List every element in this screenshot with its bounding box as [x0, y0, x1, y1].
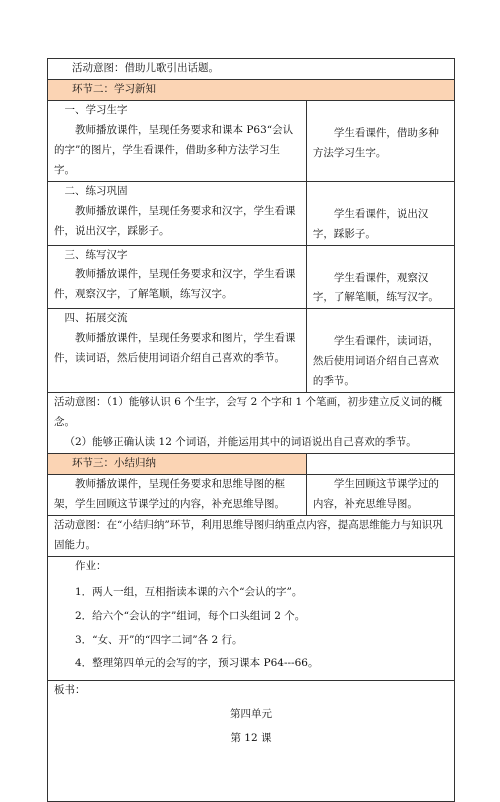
homework-item: 4．整理第四单元的会写的字，预习课本 P64---66。	[75, 657, 319, 670]
homework-item: 3．“女、开”的“四字二词”各 2 行。	[75, 633, 243, 646]
homework-label: 作业：	[75, 559, 107, 572]
section2-heading: 环节二：学习新知	[72, 82, 156, 95]
part2-title: 二、练习巩固	[64, 184, 128, 197]
homework-item: 2．给六个“会认的字”组词，每个口头组词 2 个。	[75, 609, 306, 622]
part2-teacher-text: 教师播放课件，呈现任务要求和汉字，学生看课件，说出汉字，踩影子。	[54, 204, 296, 237]
part1-student-text: 学生看课件，借助多种方法学习生字。	[312, 126, 439, 159]
section3-intent-text: 活动意图：在“小结归纳”环节，利用思维导图归纳重点内容，提高思维能力与知识巩固能力。	[54, 518, 443, 551]
part3-student-text: 学生看课件，观察汉字，了解笔顺，练写汉字。	[312, 271, 439, 304]
part2-student-text: 学生看课件，说出汉字，踩影子。	[312, 207, 429, 240]
part3-title: 三、练写汉字	[64, 248, 128, 261]
section2-intent-row	[48, 393, 455, 454]
section2-part4-row	[48, 309, 455, 393]
part3-teacher-text: 教师播放课件，呈现任务要求和汉字，学生看课件，观察汉字，了解笔顺，练写汉字。	[54, 268, 296, 301]
section3-content-row	[48, 474, 455, 515]
activity-intent-text: 活动意图：借助儿歌引出话题。	[72, 62, 219, 74]
board-unit-title: 第四单元	[230, 708, 272, 721]
section2-part1-row	[48, 100, 455, 181]
section3-heading: 环节三：小结归纳	[72, 457, 156, 469]
board-label: 板书：	[54, 684, 86, 697]
part4-student-text: 学生看课件，读词语，然后使用词语介绍自己喜欢的季节。	[312, 335, 439, 388]
section2-part3-row	[48, 245, 455, 309]
section2-header-row	[48, 79, 455, 100]
lesson-plan-page	[47, 58, 455, 802]
homework-item: 1．两人一组，互相指读本课的六个“会认的字”。	[75, 585, 303, 598]
board-lesson-title: 第 12 课	[230, 732, 272, 745]
section2-intent-line1: 活动意图：（1）能够认识 6 个生字，会写 2 个字和 1 个笔画，初步建立反义词的概念。	[54, 396, 442, 429]
section3-header-row	[48, 454, 455, 475]
intent-row-1	[48, 59, 455, 80]
part4-title: 四、拓展交流	[64, 312, 128, 325]
board-row	[48, 681, 455, 802]
lesson-plan-table	[47, 58, 455, 802]
homework-row	[48, 556, 455, 681]
section3-teacher-text: 教师播放课件，呈现任务要求和思维导图的框架，学生回顾这节课学过的内容，补充思维导图。	[54, 477, 285, 510]
part1-teacher-text: 教师播放课件，呈现任务要求和课本 P63“会认的字”的图片，学生看课件，借助多种方法学习生字。	[54, 123, 294, 176]
part4-teacher-text: 教师播放课件，呈现任务要求和图片，学生看课件，读词语，然后使用词语介绍自己喜欢的季节。	[54, 332, 296, 365]
part1-title: 一、学习生字	[64, 103, 128, 116]
section2-intent-line2: （2）能够正确认读 12 个词语，并能运用其中的词语说出自己喜欢的季节。	[64, 436, 417, 449]
section3-student-text: 学生回顾这节课学过的内容，补充思维导图。	[312, 477, 439, 510]
section2-part2-row	[48, 181, 455, 245]
section3-intent-row	[48, 515, 455, 556]
